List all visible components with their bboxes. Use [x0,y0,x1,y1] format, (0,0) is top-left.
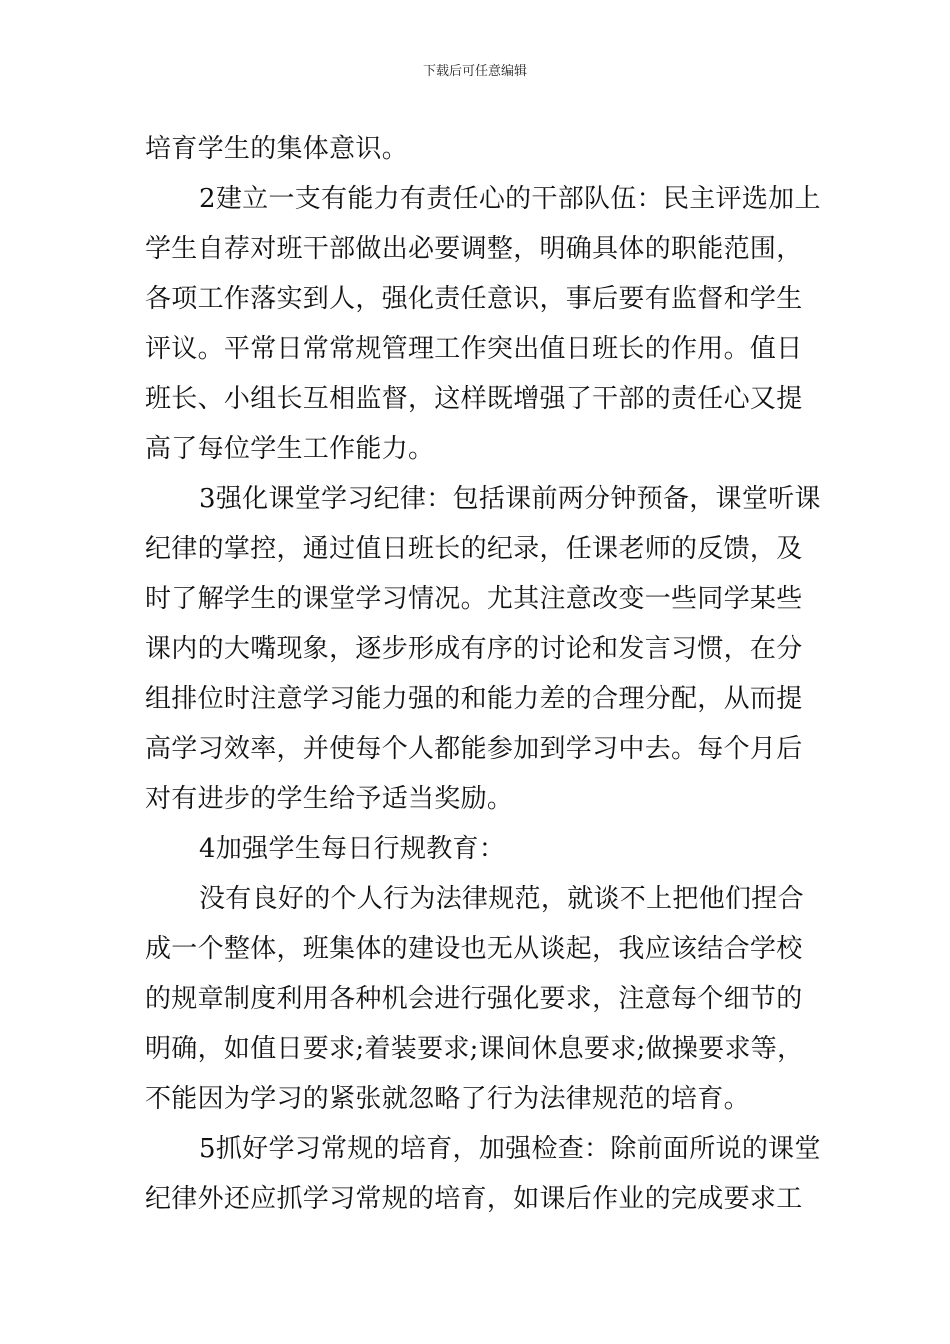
paragraph-4-heading: 4加强学生每日行规教育： [199,834,506,864]
text-line: 课内的大嘴现象，逐步形成有序的讨论和发言习惯，在分 [145,634,803,664]
text-line: 评议。平常日常常规管理工作突出值日班长的作用。值日 [145,334,803,364]
text-line: 成一个整体，班集体的建设也无从谈起，我应该结合学校 [145,934,803,964]
paragraph-4-body-start: 没有良好的个人行为法律规范，就谈不上把他们捏合 [199,884,804,914]
text-line: 学生自荐对班干部做出必要调整，明确具体的职能范围， [145,234,803,264]
text-line: 各项工作落实到人，强化责任意识，事后要有监督和学生 [145,284,803,314]
text-line: 高了每位学生工作能力。 [145,434,435,464]
text-line: 时了解学生的课堂学习情况。尤其注意改变一些同学某些 [145,584,803,614]
text-line: 班长、小组长互相监督，这样既增强了干部的责任心又提 [145,384,803,414]
document-body [145,124,821,1224]
page-header: 下载后可任意编辑 [422,64,527,79]
text-line: 明确，如值日要求;着装要求;课间休息要求;做操要求等， [145,1034,804,1064]
paragraph-3-start: 3强化课堂学习纪律：包括课前两分钟预备，课堂听课 [199,484,821,514]
text-line: 的规章制度利用各种机会进行强化要求，注意每个细节的 [145,984,803,1014]
text-line: 对有进步的学生给予适当奖励。 [145,784,514,814]
text-line: 高学习效率，并使每个人都能参加到学习中去。每个月后 [145,734,803,764]
paragraph-5-start: 5抓好学习常规的培育，加强检查：除前面所说的课堂 [199,1134,821,1164]
text-line: 培育学生的集体意识。 [145,134,409,164]
text-line: 纪律外还应抓学习常规的培育，如课后作业的完成要求工 [145,1184,803,1214]
text-line: 组排位时注意学习能力强的和能力差的合理分配，从而提 [145,684,803,714]
text-line: 纪律的掌控，通过值日班长的纪录，任课老师的反馈，及 [145,534,803,564]
paragraph-2-start: 2建立一支有能力有责任心的干部队伍：民主评选加上 [199,184,821,214]
text-line: 不能因为学习的紧张就忽略了行为法律规范的培育。 [145,1084,750,1114]
